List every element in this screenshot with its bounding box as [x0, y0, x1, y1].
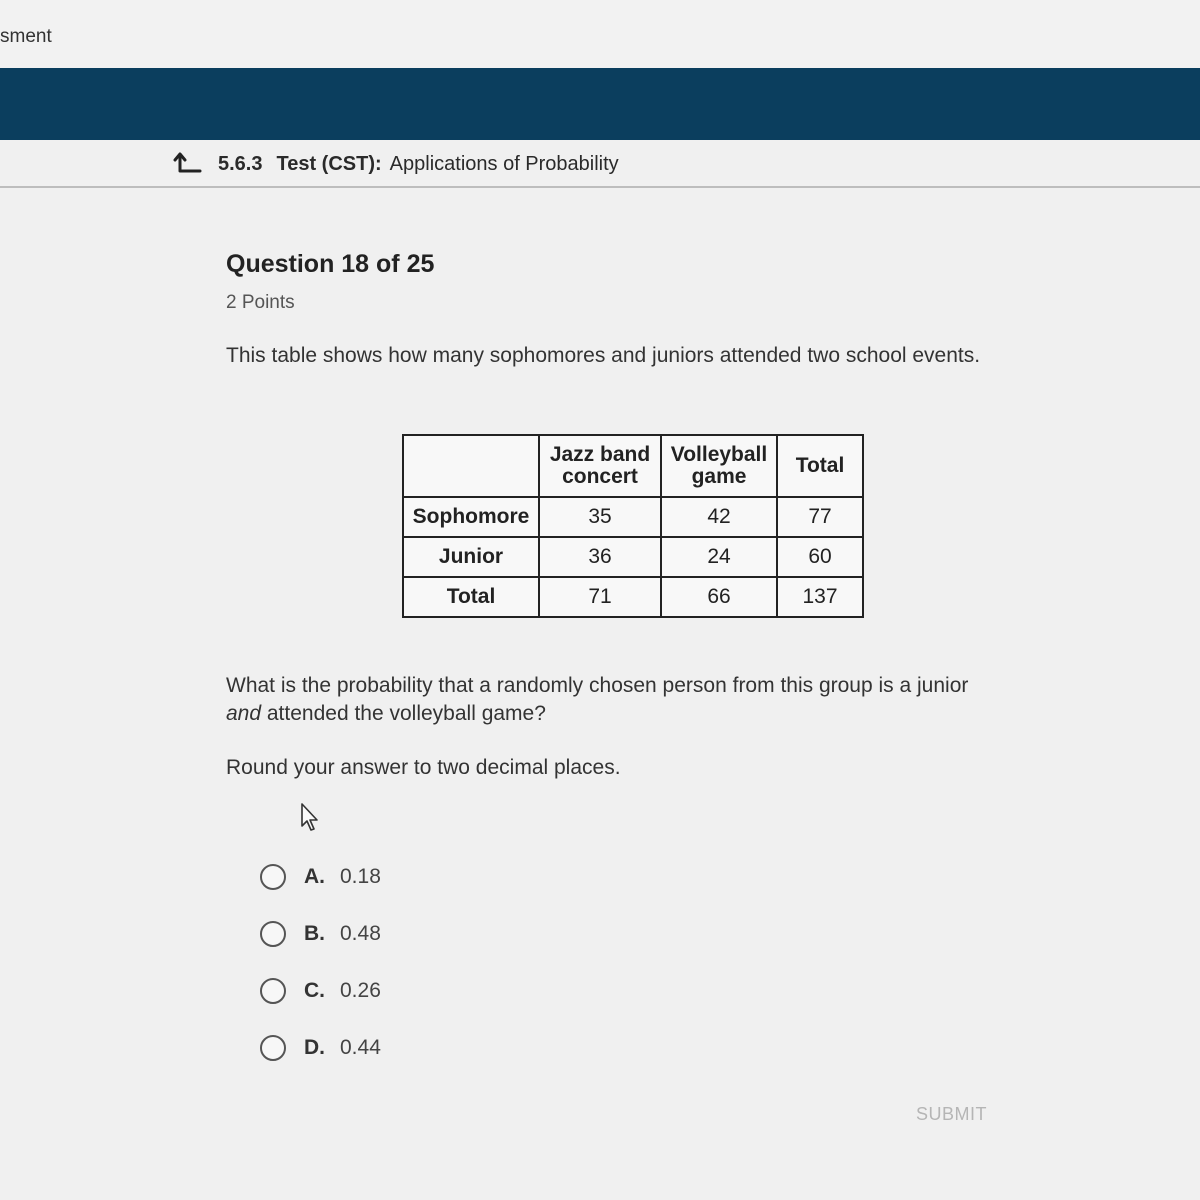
table-row [403, 497, 863, 537]
radio-button[interactable] [260, 1035, 286, 1061]
browser-top-strip [0, 0, 1200, 68]
table-cell: 42 [661, 497, 777, 537]
question-prompt: This table shows how many sophomores and juniors attended two school events. [226, 344, 981, 367]
table-header-cell: Volleyball game [661, 435, 777, 497]
choice-value: 0.18 [340, 864, 381, 888]
choice-a[interactable] [260, 848, 660, 905]
test-label: Test (CST): [276, 152, 382, 175]
table-row [403, 577, 863, 617]
choice-b[interactable] [260, 905, 660, 962]
table-cell: 66 [661, 577, 777, 617]
radio-button[interactable] [260, 921, 286, 947]
question-text [226, 672, 1006, 728]
choice-value: 0.26 [340, 978, 381, 1002]
header-divider [0, 186, 1200, 188]
question-text-end: attended the volleyball game? [261, 702, 546, 725]
table-header-row [403, 435, 863, 497]
radio-button[interactable] [260, 978, 286, 1004]
table-cell: 36 [539, 537, 661, 577]
table-cell: 60 [777, 537, 863, 577]
choice-c[interactable] [260, 962, 660, 1019]
events-table [402, 434, 864, 618]
row-label: Sophomore [403, 497, 539, 537]
submit-button[interactable]: SUBMIT [916, 1104, 988, 1124]
choice-value: 0.44 [340, 1035, 381, 1059]
choice-value: 0.48 [340, 921, 381, 945]
table-cell: 137 [777, 577, 863, 617]
question-title: Question 18 of 25 [226, 250, 435, 278]
choice-letter: D. [304, 1035, 325, 1059]
choice-letter: C. [304, 978, 325, 1002]
table-header-cell [403, 435, 539, 497]
rounding-instruction: Round your answer to two decimal places. [226, 756, 621, 779]
row-label: Junior [403, 537, 539, 577]
choice-letter: A. [304, 864, 325, 888]
table-cell: 24 [661, 537, 777, 577]
browser-tab-title[interactable]: sment [0, 26, 52, 47]
table-cell: 77 [777, 497, 863, 537]
table-header-cell: Total [777, 435, 863, 497]
lesson-code: 5.6.3 [218, 152, 263, 175]
radio-button[interactable] [260, 864, 286, 890]
question-text-start: What is the probability that a randomly chosen person from this group is a junior [226, 674, 969, 697]
mouse-pointer-icon [299, 802, 323, 832]
row-label: Total [403, 577, 539, 617]
lesson-topic: Applications of Probability [389, 152, 619, 175]
table-header-cell: Jazz band concert [539, 435, 661, 497]
brand-header-bar [0, 68, 1200, 140]
table-row [403, 537, 863, 577]
back-arrow-icon[interactable] [172, 149, 204, 179]
breadcrumb [172, 144, 619, 184]
question-emphasis: and [226, 702, 262, 725]
choice-letter: B. [304, 921, 325, 945]
table-cell: 35 [539, 497, 661, 537]
table-cell: 71 [539, 577, 661, 617]
question-points: 2 Points [226, 292, 295, 313]
answer-choices [260, 848, 660, 1076]
choice-d[interactable] [260, 1019, 660, 1076]
